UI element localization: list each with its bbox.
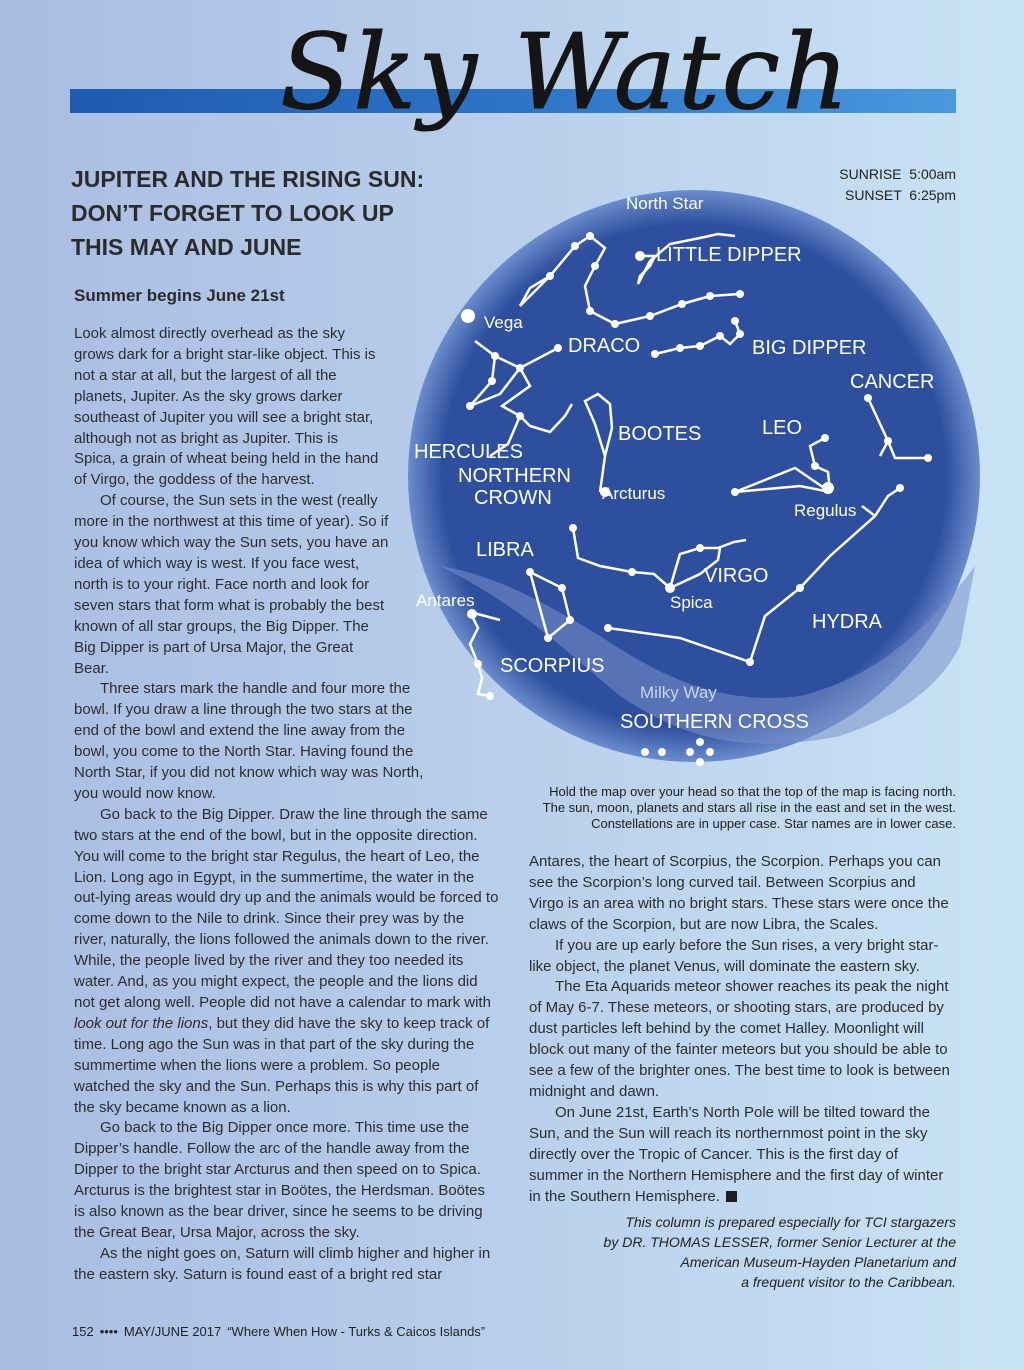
label-northern: NORTHERN — [458, 465, 571, 487]
north-star — [635, 251, 645, 261]
southern-cross-star — [696, 738, 704, 746]
label-big-dipper: BIG DIPPER — [752, 337, 867, 359]
paragraph: If you are up early before the Sun rises, a very bright star-like object, the planet Venus, will dominate the eastern sky. — [529, 936, 939, 975]
label-crown: CROWN — [474, 487, 552, 509]
label-bootes: BOOTES — [618, 423, 702, 445]
paragraph: Of course, the Sun sets in the west (really more in the northwest at this time of year). So if you know which way the Sun sets, you have an idea of which way is west. If you face west, north is to your right. Face north and look for seven stars that form what is probably the best known of all star groups, the Big Dipper. The Big Dipper is part of Ursa Major, the Great Bear. — [74, 492, 389, 677]
label-draco: DRACO — [568, 335, 641, 357]
vega-star — [461, 309, 475, 323]
southern-cross-star — [686, 748, 694, 756]
headline-line: THIS MAY AND JUNE — [71, 234, 302, 260]
masthead-title: Sky Watch — [280, 11, 851, 133]
label-virgo: VIRGO — [704, 565, 769, 587]
publication-name: “Where When How - Turks & Caicos Islands” — [227, 1324, 486, 1339]
label-hercules: HERCULES — [414, 441, 523, 463]
sunset-time: SUNSET 6:25pm — [844, 187, 956, 203]
page-number: 152 — [72, 1324, 94, 1339]
label-north-star: North Star — [626, 194, 704, 213]
page-footer — [72, 1324, 491, 1339]
credit-line: by DR. THOMAS LESSER, former Senior Lecturer at the — [603, 1234, 956, 1250]
southern-cross-star — [641, 748, 649, 756]
paragraph-text: , but they did have the sky to keep track of time. Long ago the Sun was in that part of the sky during the summertime when the lions were a problem. So people watched the sky and the Sun. Perhaps this is why this part of the sky became known as a lion. — [74, 1014, 490, 1116]
label-hydra: HYDRA — [812, 611, 883, 633]
star-map — [400, 176, 990, 776]
paragraph — [529, 1103, 954, 1208]
author-credit — [604, 1212, 956, 1292]
paragraph: Go back to the Big Dipper once more. This time use the Dipper’s handle. Follow the arc of the handle away from the Dipper to the bright star Arcturus and then speed on to Spica. Arcturus is the brightest star in Boötes, the Herdsman. Boötes is also known as the bear driver, since he seems to be driving the Great Bear, Ursa Major, across the sky. — [74, 1119, 486, 1241]
paragraph-text: Go back to the Big Dipper. Draw the line through the same two stars at the end of the bowl, but in the opposite direction. You will come to the bright star Regulus, the heart of Leo, the Lion. Long ago in Egypt, in the summertime, the water in the out-lying areas would dry up and the animals would be forced to come down to the Nile to drink. Since their prey was by the river, naturally, the lions followed the animals down to the river. While, the people lived by the river and they too needed its water. And, as you might expect, the people and the lions did not get along well. People did not have a calendar to mark with — [74, 805, 499, 1011]
credit-line: This column is prepared especially for TCI stargazers — [625, 1214, 956, 1230]
label-arcturus: Arcturus — [602, 484, 666, 503]
paragraph — [74, 805, 499, 1119]
map-caption — [543, 784, 956, 832]
paragraph-text: On June 21st, Earth’s North Pole will be tilted toward the Sun, and the Sun will reach its northernmost point in the sky directly over the Tropic of Cancer. This is the first day of summer in the Northern Hemisphere and the first day of winter in the Southern Hemisphere. — [529, 1103, 944, 1205]
paragraph: As the night goes on, Saturn will climb higher and higher in the eastern sky. Saturn is found east of a bright red star — [74, 1244, 491, 1283]
label-scorpius: SCORPIUS — [500, 655, 605, 677]
article-subhead: Summer begins June 21st — [74, 286, 285, 305]
paragraph: The Eta Aquarids meteor shower reaches its peak the night of May 6-7. These meteors, or shooting stars, are produced by dust particles left behind by the comet Halley. Moonlight will block out many of the fainter meteors but you should be able to see a few of the brighter ones. The best time to look is between midnight and dawn. — [529, 978, 950, 1100]
end-mark-icon — [726, 1191, 737, 1202]
headline-line: DON’T FORGET TO LOOK UP — [71, 200, 394, 226]
sunrise-time: SUNRISE 5:00am — [839, 166, 956, 182]
southern-cross-star — [706, 748, 714, 756]
antares-star — [467, 609, 477, 619]
label-regulus: Regulus — [794, 501, 857, 520]
footer-dots: •••• — [99, 1324, 118, 1339]
caption-line: Hold the map over your head so that the top of the map is facing north. — [549, 784, 956, 799]
article-column-right — [529, 852, 954, 1207]
label-cancer: CANCER — [850, 371, 935, 393]
label-southern-cross: SOUTHERN CROSS — [620, 711, 809, 733]
regulus-star — [822, 482, 834, 494]
paragraph: Antares, the heart of Scorpius, the Scorpion. Perhaps you can see the Scorpion’s long curved tail. Between Scorpius and Virgo is an area with no bright stars. These stars were once the claws of the Scorpion, but are now Libra, the Scales. — [529, 853, 949, 933]
label-leo: LEO — [762, 417, 803, 439]
southern-cross-star — [658, 748, 666, 756]
label-milky-way: Milky Way — [640, 683, 717, 702]
paragraph: Look almost directly overhead as the sky grows dark for a bright star-like object. This is not a star at all, but the largest of all the planets, Jupiter. As the sky grows darker southeast of Jupiter you will see a bright star, although not as bright as Jupiter. This is Spica, a grain of wheat being held in the hand of Virgo, the goddess of the harvest. — [74, 325, 379, 489]
issue-date: MAY/JUNE 2017 — [123, 1324, 222, 1339]
spica-star — [665, 583, 675, 593]
paragraph: Three stars mark the handle and four more the bowl. If you draw a line through the two stars at the end of the bowl and extend the line away from the bowl, you come to the North Star. Having found the North Star, if you did not know which way was North, you would now know. — [74, 680, 424, 802]
caption-line: The sun, moon, planets and stars all rise in the east and set in the west. — [542, 800, 956, 815]
label-antares: Antares — [416, 591, 475, 610]
headline-line: JUPITER AND THE RISING SUN: — [71, 166, 425, 192]
label-libra: LIBRA — [476, 539, 534, 561]
label-spica: Spica — [670, 593, 713, 612]
caption-line: Constellations are in upper case. Star names are in lower case. — [591, 816, 956, 831]
credit-line: American Museum-Hayden Planetarium and — [680, 1254, 956, 1270]
label-vega: Vega — [484, 313, 523, 332]
label-little-dipper: LITTLE DIPPER — [656, 244, 802, 266]
southern-cross-star — [696, 758, 704, 766]
credit-line: a frequent visitor to the Caribbean. — [741, 1274, 956, 1290]
italic-phrase: look out for the lions — [74, 1014, 209, 1032]
